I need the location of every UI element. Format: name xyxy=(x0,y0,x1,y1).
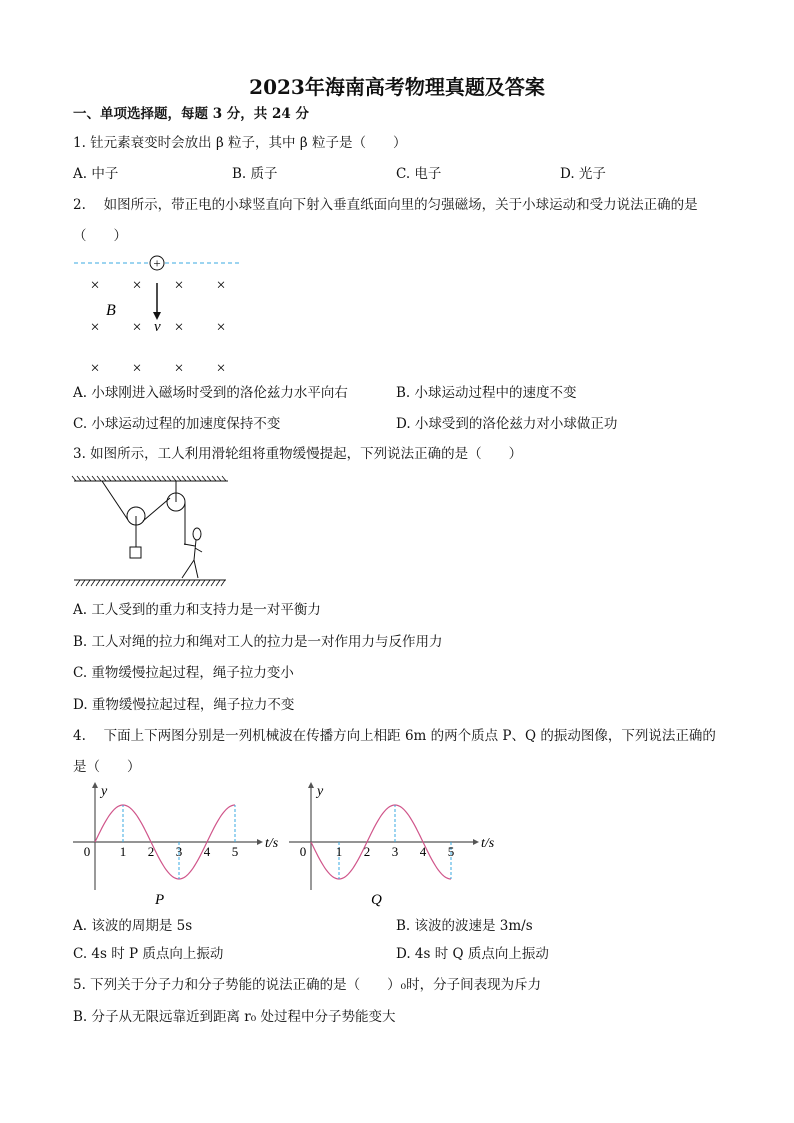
field-cross: × xyxy=(216,319,226,336)
q4-option-b[interactable]: B. 该波的波速是 3m/s xyxy=(396,918,533,934)
q4-option-d[interactable]: D. 4s 时 Q 质点向上振动 xyxy=(396,946,549,962)
tick-label: 5 xyxy=(447,844,455,859)
graph-Q xyxy=(289,782,495,908)
q4-stem: 4. 下面上下两图分别是一列机械波在传播方向上相距 6m 的两个质点 P、Q 的振动图像，下列说法正确的 xyxy=(73,728,716,744)
q1-option-a[interactable]: A. 中子 xyxy=(73,166,119,182)
graph-P xyxy=(73,782,279,908)
field-cross: × xyxy=(90,319,100,336)
tick-label: 3 xyxy=(391,844,399,859)
q3-option-d[interactable]: D. 重物缓慢拉起过程，绳子拉力不变 xyxy=(73,697,295,713)
page-title: 2023年海南高考物理真题及答案 xyxy=(249,75,545,99)
charge-sign: + xyxy=(153,255,161,271)
q3-option-a[interactable]: A. 工人受到的重力和支持力是一对平衡力 xyxy=(73,602,321,618)
y-axis-arrow-icon xyxy=(92,782,98,788)
q2-option-b[interactable]: B. 小球运动过程中的速度不变 xyxy=(396,385,577,401)
tick-label: 2 xyxy=(363,844,371,859)
y-axis-label: y xyxy=(317,784,324,799)
q3-stem: 3. 如图所示，工人利用滑轮组将重物缓慢提起，下列说法正确的是（ ） xyxy=(73,446,523,462)
field-cross: × xyxy=(174,360,184,377)
q4-stem-cont: 是（ ） xyxy=(73,759,141,775)
field-cross: × xyxy=(132,360,142,377)
q1-option-c[interactable]: C. 电子 xyxy=(396,166,442,182)
tick-label: 2 xyxy=(147,844,155,859)
section-heading: 一、单项选择题，每题 3 分，共 24 分 xyxy=(73,106,309,122)
field-cross: × xyxy=(90,360,100,377)
tick-label: 1 xyxy=(119,844,127,859)
field-cross: × xyxy=(132,277,142,294)
tick-label: 1 xyxy=(335,844,343,859)
y-axis-label: y xyxy=(101,784,108,799)
t-axis-arrow-icon xyxy=(473,839,479,845)
field-cross: × xyxy=(216,360,226,377)
t-axis-arrow-icon xyxy=(257,839,263,845)
tick-label: 4 xyxy=(419,844,427,859)
velocity-label: v xyxy=(154,319,161,335)
tick-label: 0 xyxy=(83,844,91,859)
t-axis-label: t/s xyxy=(265,836,279,851)
tick-label: 4 xyxy=(203,844,211,859)
q3-option-c[interactable]: C. 重物缓慢拉起过程，绳子拉力变小 xyxy=(73,665,294,681)
field-cross: × xyxy=(216,277,226,294)
q2-stem: 2. 如图所示，带正电的小球竖直向下射入垂直纸面向里的匀强磁场，关于小球运动和受力说法正确的是 xyxy=(73,197,698,213)
q5-option-b[interactable]: B. 分子从无限远靠近到距离 r₀ 处过程中分子势能变大 xyxy=(73,1009,396,1025)
q5-stem: 5. 下列关于分子力和分子势能的说法正确的是（ ）₀时，分子间表现为斥力 xyxy=(73,977,542,993)
field-cross: × xyxy=(174,277,184,294)
graph-label: P xyxy=(155,892,165,908)
field-label: B xyxy=(106,302,116,319)
q2-stem-cont: （ ） xyxy=(73,228,127,244)
tick-label: 5 xyxy=(231,844,239,859)
t-axis-label: t/s xyxy=(481,836,495,851)
tick-label: 0 xyxy=(299,844,307,859)
graph-label: Q xyxy=(371,892,382,908)
q3-option-b[interactable]: B. 工人对绳的拉力和绳对工人的拉力是一对作用力与反作用力 xyxy=(73,634,443,650)
q4-option-c[interactable]: C. 4s 时 P 质点向上振动 xyxy=(73,946,224,962)
q1-stem: 1. 钍元素衰变时会放出 β 粒子，其中 β 粒子是（ ） xyxy=(73,135,407,151)
q2-option-c[interactable]: C. 小球运动过程的加速度保持不变 xyxy=(73,416,281,432)
q4-option-a[interactable]: A. 该波的周期是 5s xyxy=(73,918,193,934)
field-cross: × xyxy=(90,277,100,294)
field-cross: × xyxy=(174,319,184,336)
y-axis-arrow-icon xyxy=(308,782,314,788)
q1-option-b[interactable]: B. 质子 xyxy=(232,166,278,182)
q1-option-d[interactable]: D. 光子 xyxy=(560,166,606,182)
tick-label: 3 xyxy=(175,844,183,859)
field-cross: × xyxy=(132,319,142,336)
q2-option-d[interactable]: D. 小球受到的洛伦兹力对小球做正功 xyxy=(396,416,618,432)
q2-option-a[interactable]: A. 小球刚进入磁场时受到的洛伦兹力水平向右 xyxy=(73,385,348,401)
